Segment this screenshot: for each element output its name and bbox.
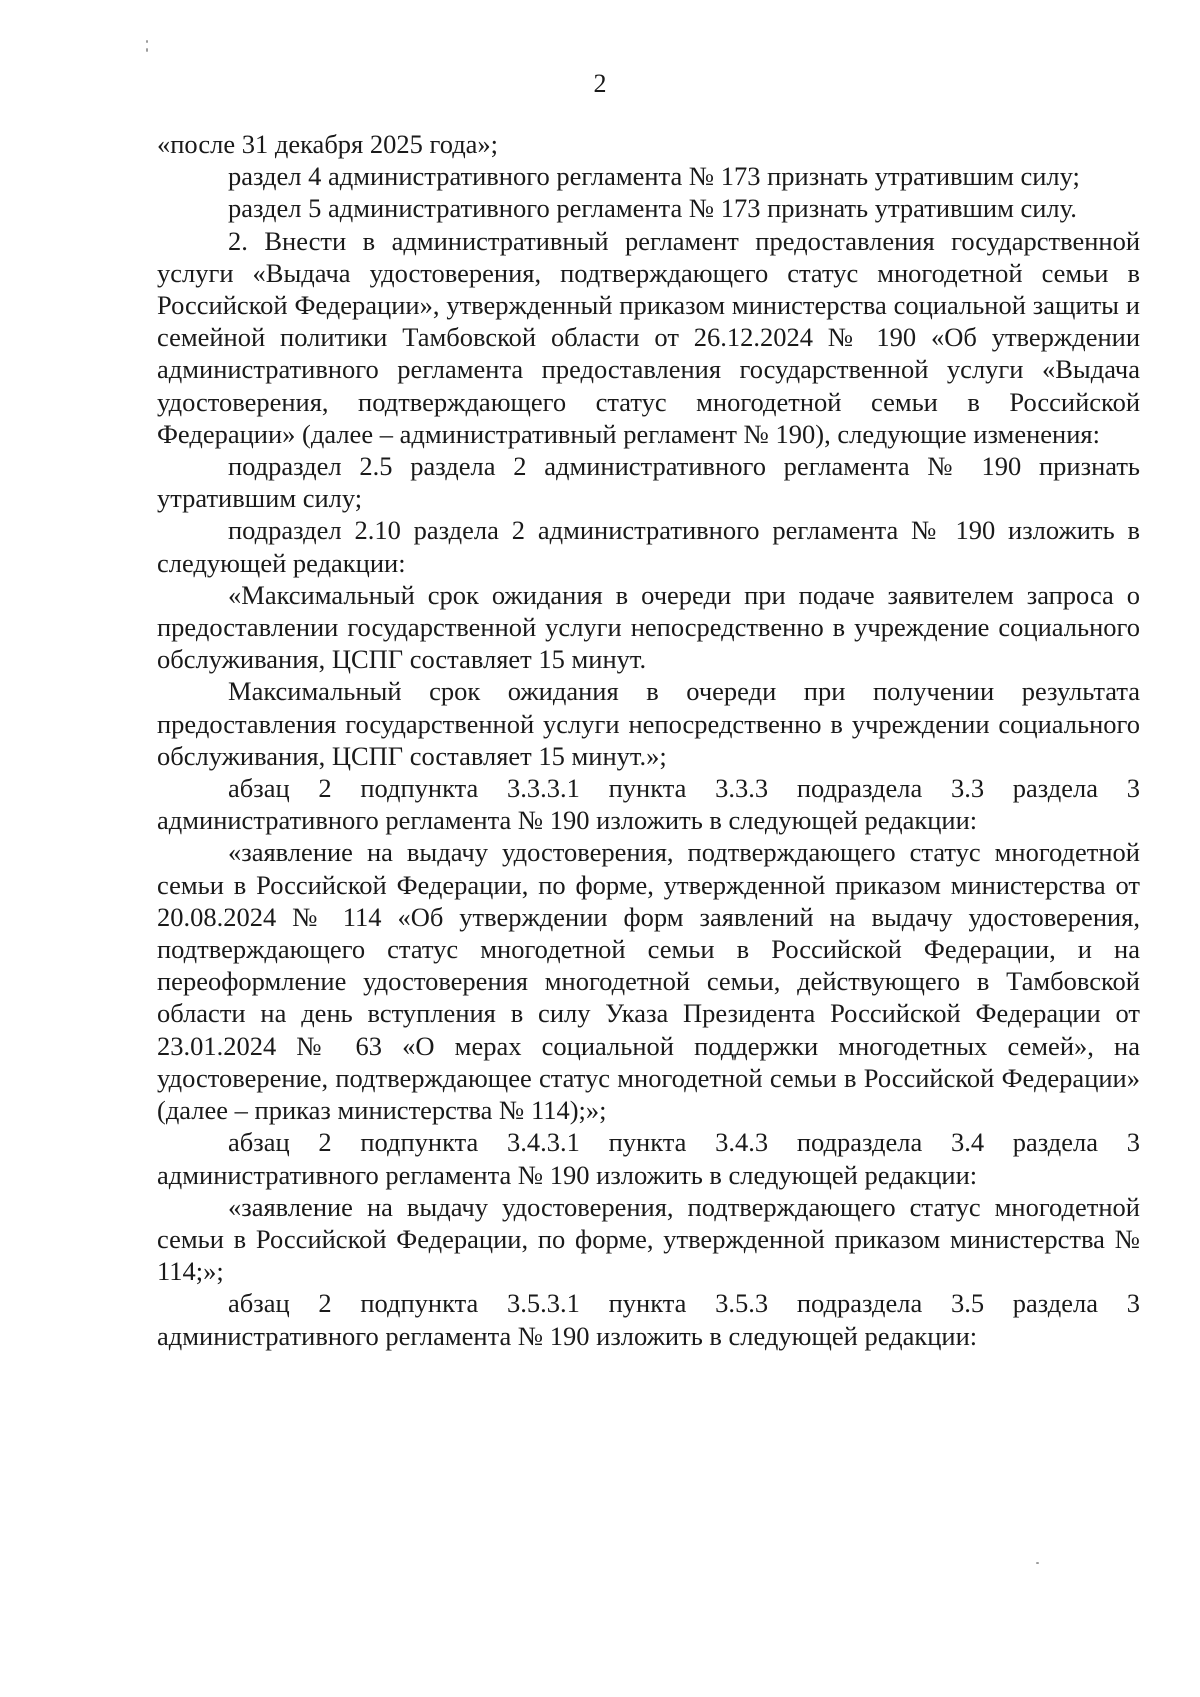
paragraph: подраздел 2.10 раздела 2 административного регламента № 190 изложить в следующей редакции: xyxy=(157,515,1140,578)
paragraph: «заявление на выдачу удостоверения, подтверждающего статус многодетной семьи в Российской Федерации, по форме, утвержденной приказом министерства от 20.08.2024 № 114 «Об утверждении форм заявлений на выдачу удостоверения, подтверждающего статус многодетной семьи в Российской Федерации, и на переоформление удостоверения многодетной семьи, действующего в Тамбовской области на день вступления в силу Указа Президента Российской Федерации от 23.01.2024 № 63 «О мерах социальной поддержки многодетных семей», на удостоверение, подтверждающее статус многодетной семьи в Российской Федерации» (далее – приказ министерства № 114);»; xyxy=(157,837,1140,1126)
scan-speck xyxy=(146,48,148,52)
paragraph: абзац 2 подпункта 3.4.3.1 пункта 3.4.3 подраздела 3.4 раздела 3 административного регламента № 190 изложить в следующей редакции: xyxy=(157,1127,1140,1190)
paragraph: раздел 4 административного регламента № 173 признать утратившим силу; xyxy=(228,161,1080,192)
document-body xyxy=(157,128,1140,1352)
paragraph: раздел 5 административного регламента № 173 признать утратившим силу. xyxy=(228,193,1077,224)
scan-speck xyxy=(146,40,148,43)
scan-speck xyxy=(1036,1562,1039,1564)
page-number: 2 xyxy=(593,69,607,98)
paragraph: абзац 2 подпункта 3.5.3.1 пункта 3.5.3 подраздела 3.5 раздела 3 административного регламента № 190 изложить в следующей редакции: xyxy=(157,1288,1140,1351)
paragraph: абзац 2 подпункта 3.3.3.1 пункта 3.3.3 подраздела 3.3 раздела 3 административного регламента № 190 изложить в следующей редакции: xyxy=(157,773,1140,836)
paragraph: «после 31 декабря 2025 года»; xyxy=(157,129,499,159)
paragraph: «заявление на выдачу удостоверения, подтверждающего статус многодетной семьи в Российской Федерации, по форме, утвержденной приказом министерства № 114;»; xyxy=(157,1191,1140,1287)
paragraph: 2. Внести в административный регламент предоставления государственной услуги «Выдача удостоверения, подтверждающего статус многодетной семьи в Российской Федерации», утвержденный приказом министерства социальной защиты и семейной политики Тамбовской области от 26.12.2024 № 190 «Об утверждении административного регламента предоставления государственной услуги «Выдача удостоверения, подтверждающего статус многодетной семьи в Российской Федерации» (далее – административный регламент № 190), следующие изменения: xyxy=(157,225,1140,449)
paragraph: Максимальный срок ожидания в очереди при получении результата предоставления государственной услуги непосредственно в учреждении социального обслуживания, ЦСПГ составляет 15 минут.»; xyxy=(157,676,1140,771)
paragraph: подраздел 2.5 раздела 2 административного регламента № 190 признать утратившим силу; xyxy=(157,451,1140,514)
paragraph: «Максимальный срок ожидания в очереди при подаче заявителем запроса о предоставлении государственной услуги непосредственно в учреждение социального обслуживания, ЦСПГ составляет 15 минут. xyxy=(157,579,1140,675)
